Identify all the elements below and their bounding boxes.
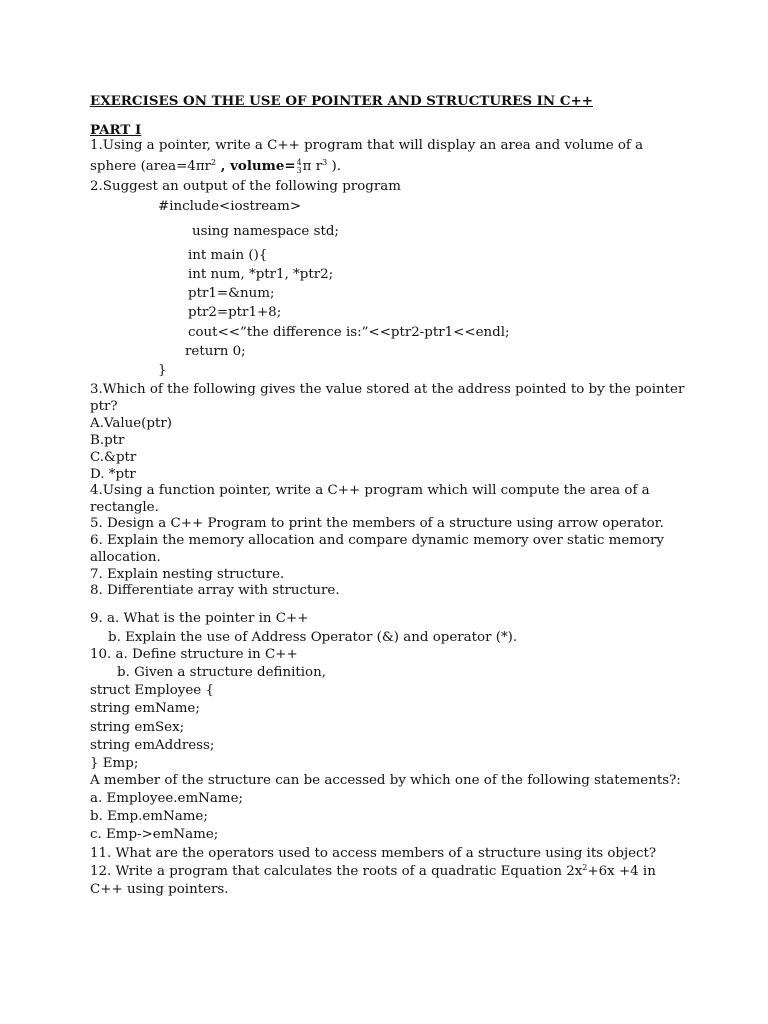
struct-code-line: } Emp; [90,756,139,771]
q10-option: a. Employee.emName; [90,791,244,806]
q12-text: 12. Write a program that calculates the roots of a quadratic Equation 2x [90,864,583,879]
q1-volume-label: , volume= [216,158,296,174]
struct-code-line: string emAddress; [90,738,215,753]
q4-line2: rectangle. [90,500,159,515]
q1-line1: 1.Using a pointer, write a C++ program that will display an area and volume of a [90,138,644,153]
q12-line2: C++ using pointers. [90,882,229,897]
struct-code-line: struct Employee { [90,683,214,698]
q1-fraction-denominator: 3 [296,165,302,175]
q1-volume-text: π r [302,159,323,174]
q1-line2 [90,157,341,176]
q8-text: 8. Differentiate array with structure. [90,583,340,598]
q3-line2: ptr? [90,399,118,414]
code-line: int main (){ [188,248,268,263]
struct-code-line: string emSex; [90,720,185,735]
q10-part-b: b. Given a structure definition, [117,665,326,680]
q11-text: 11. What are the operators used to access members of a structure using its object? [90,846,657,861]
struct-code-line: string emName; [90,701,200,716]
q3-option: A.Value(ptr) [90,416,172,431]
q10-option: c. Emp->emName; [90,827,219,842]
q1-fraction-numerator: 4 [296,157,302,167]
code-line: cout<<”the difference is:”<<ptr2-ptr1<<endl; [188,325,510,340]
q10-part-a: 10. a. Define structure in C++ [90,647,298,662]
document-title: EXERCISES ON THE USE OF POINTER AND STRUCTURES IN C++ [90,93,593,109]
q4-line1: 4.Using a function pointer, write a C++ program which will compute the area of a [90,483,650,498]
q12-line1 [90,863,656,881]
q6-line1: 6. Explain the memory allocation and compare dynamic memory over static memory [90,533,664,548]
q1-area-exponent: 2 [211,158,217,167]
q10-option: b. Emp.emName; [90,809,208,824]
code-line: } [158,363,167,378]
q3-line1: 3.Which of the following gives the value stored at the address pointed to by the pointer [90,382,685,397]
q3-option: C.&ptr [90,450,137,465]
q1-fraction [297,159,302,175]
q1-area-text: sphere (area=4πr [90,159,212,174]
q10-question: A member of the structure can be accessed by which one of the following statements?: [90,773,681,788]
q5-text: 5. Design a C++ Program to print the members of a structure using arrow operator. [90,516,664,531]
q7-text: 7. Explain nesting structure. [90,567,285,582]
q1-volume-exponent: 3 [322,158,328,167]
q9-part-b: b. Explain the use of Address Operator (&) and operator (*). [108,630,518,645]
q12-exponent: 2 [582,863,588,872]
code-line: return 0; [185,344,246,359]
q12-suffix: +6x +4 in [587,864,656,879]
code-line: ptr1=&num; [188,286,275,301]
q3-option: D. *ptr [90,467,136,482]
q1-suffix: ). [327,159,341,174]
code-line: int num, *ptr1, *ptr2; [188,267,334,282]
code-line: ptr2=ptr1+8; [188,305,282,320]
part-heading: PART I [90,122,142,138]
q6-line2: allocation. [90,550,161,565]
code-line: using namespace std; [192,224,339,239]
code-line: #include<iostream> [158,199,302,214]
q3-option: B.ptr [90,433,125,448]
q9-part-a: 9. a. What is the pointer in C++ [90,611,309,626]
q2-text: 2.Suggest an output of the following program [90,179,401,194]
